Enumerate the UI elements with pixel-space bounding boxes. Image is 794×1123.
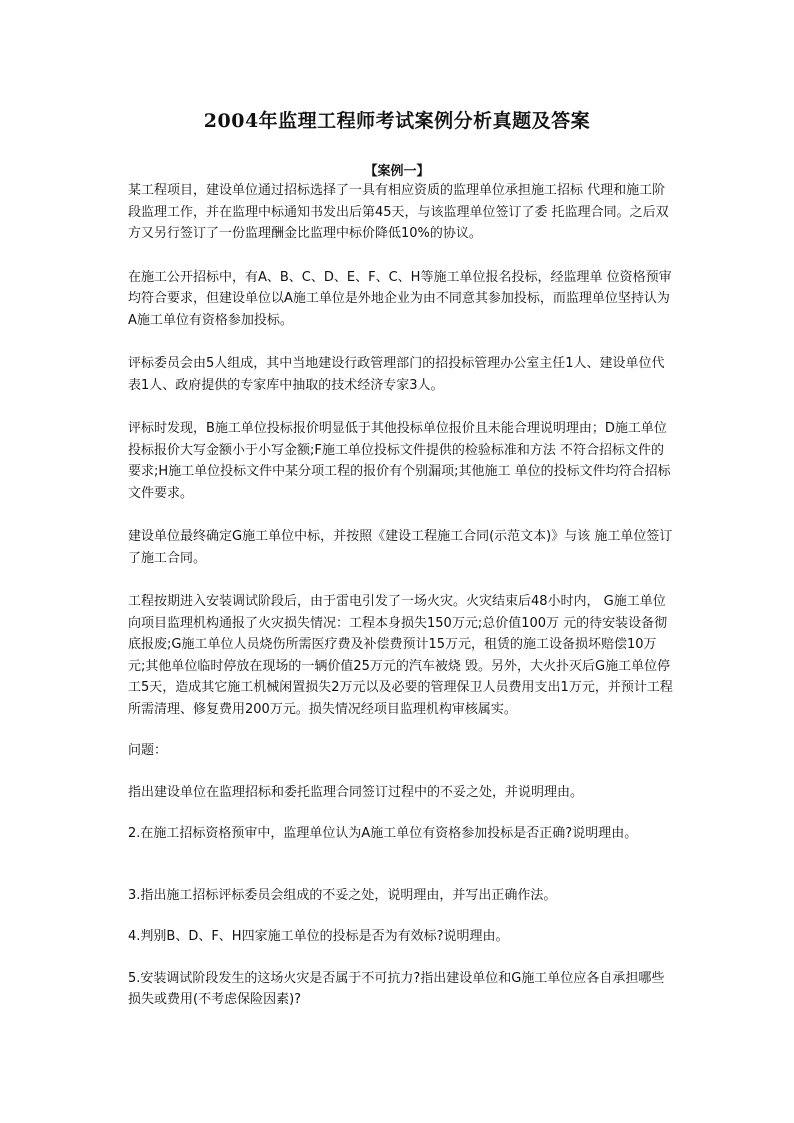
question-5: 5.安装调试阶段发生的这场火灾是否属于不可抗力?指出建设单位和G施工单位应各自承担哪些损失或费用(不考虑保险因素)? bbox=[128, 970, 665, 1007]
paragraph-fire-incident: 工程按期进入安装调试阶段后，由于雷电引发了一场火灾。火灾结束后48小时内， G施工单位向项目监理机构通报了火灾损失情况：工程本身损失150万元;总价值100万 元的待安装设备彻底报废;G施工单位人员烧伤所需医疗费及补偿费预计15万元，租赁的施工设备损坏赔偿10万元;其他单位临时停放在现场的一辆价值25万元的汽车被烧 毁。另外，大火扑灭后G施工单位停工5天，造成其它施工机械闲置损失2万元以及必要的管理保卫人员费用支出1万元，并预计工程所需清理、修复费用200万元。损失情况经项目监理机构审核属实。 bbox=[128, 594, 673, 717]
document-body bbox=[128, 180, 673, 1011]
question-2: 2.在施工招标资格预审中，监理单位认为A施工单位有资格参加投标是否正确?说明理由。 bbox=[128, 826, 638, 841]
document-title: 2004年监理工程师考试案例分析真题及答案 bbox=[203, 110, 591, 132]
question-1: 指出建设单位在监理招标和委托监理合同签订过程中的不妥之处，并说明理由。 bbox=[128, 784, 584, 800]
paragraph-evaluation-findings: 评标时发现，B施工单位投标报价明显低于其他投标单位报价且未能合理说明理由；D施工单位投标报价大写金额小于小写金额;F施工单位投标文件提供的检验标准和方法 不符合招标文件的要求;H施工单位投标文件中某分项工程的报价有个别漏项;其他施工 单位的投标文件均符合招标文件要求。 bbox=[128, 421, 671, 501]
question-3: 3.指出施工招标评标委员会组成的不妥之处，说明理由，并写出正确作法。 bbox=[128, 887, 557, 903]
questions-heading: 问题： bbox=[128, 743, 168, 758]
paragraph-contract-award: 建设单位最终确定G施工单位中标，并按照《建设工程施工合同(示范文本)》与该 施工单位签订了施工合同。 bbox=[128, 529, 673, 566]
case-heading: 【案例一】 bbox=[364, 164, 430, 179]
paragraph-bidding: 在施工公开招标中，有A、B、C、D、E、F、C、H等施工单位报名投标，经监理单 位资格预审均符合要求，但建设单位以A施工单位是外地企业为由不同意其参加投标，而监理单位坚持认为A施工单位有资格参加投标。 bbox=[128, 269, 672, 328]
question-4: 4.判别B、D、F、H四家施工单位的投标是否为有效标?说明理由。 bbox=[128, 929, 509, 944]
paragraph-project-background: 某工程项目，建设单位通过招标选择了一具有相应资质的监理单位承担施工招标 代理和施工阶段监理工作，并在监理中标通知书发出后第45天，与该监理单位签订了委 托监理合同。之后双方又另行签订了一份监理酬金比监理中标价降低10%的协议。 bbox=[128, 183, 669, 241]
paragraph-evaluation-committee: 评标委员会由5人组成，其中当地建设行政管理部门的招投标管理办公室主任1人、建设单位代表1人、政府提供的专家库中抽取的技术经济专家3人。 bbox=[128, 356, 665, 393]
